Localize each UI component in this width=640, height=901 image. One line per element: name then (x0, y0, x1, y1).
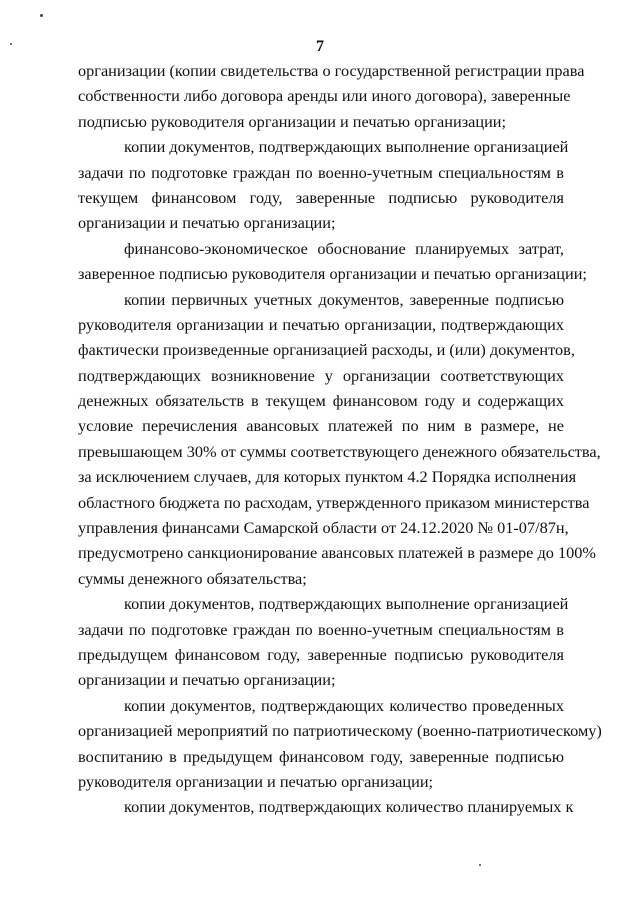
text-line: условие перечисления авансовых платежей по ним в размере, не (78, 416, 564, 436)
text-line: руководителя организации и печатью организации, подтверждающих (78, 314, 564, 334)
text-line: копии документов, подтверждающих количество планируемых к (124, 797, 574, 817)
text-line: фактически произведенные организацией расходы, и (или) документов, (78, 340, 575, 360)
paragraph (78, 591, 569, 693)
text-line: за исключением случаев, для которых пунктом 4.2 Порядка исполнения (78, 467, 577, 487)
text-line: управления финансами Самарской области от 24.12.2020 № 01-07/87н, (78, 518, 569, 538)
text-line: копии документов, подтверждающих количество проведенных (124, 695, 564, 715)
text-line: воспитанию в предыдущем финансовом году, заверенные подписью (78, 746, 564, 766)
text-line: копии документов, подтверждающих выполнение организацией (124, 594, 569, 614)
text-line: руководителя организации и печатью организации; (78, 771, 434, 791)
text-line: заверенное подписью руководителя организации и печатью организации; (78, 264, 587, 284)
text-line: превышающем 30% от суммы соответствующего денежного обязательства, (78, 441, 601, 461)
text-line: организации и печатью организации; (78, 213, 336, 233)
text-line: организации и печатью организации; (78, 670, 336, 690)
page-number: 7 (316, 38, 324, 55)
scan-speck (40, 14, 43, 17)
text-line: копии документов, подтверждающих выполнение организацией (124, 137, 569, 157)
text-line: задачи по подготовке граждан по военно-учетным специальностям в (78, 162, 564, 182)
text-line: финансово-экономическое обоснование планируемых затрат, (124, 238, 564, 258)
paragraph (78, 794, 574, 819)
scan-speck (10, 43, 12, 45)
text-line: организации (копии свидетельства о государственной регистрации права (78, 61, 585, 80)
text-line: копии первичных учетных документов, заверенные подписью (124, 289, 564, 309)
text-line: суммы денежного обязательства; (78, 568, 307, 588)
text-line: текущем финансовом году, заверенные подписью руководителя (78, 187, 564, 207)
paragraph (78, 236, 587, 287)
text-line: собственности либо договора аренды или иного договора), заверенные (78, 86, 571, 106)
text-line: предусмотрено санкционирование авансовых платежей в размере до 100% (78, 543, 596, 563)
text-line: задачи по подготовке граждан по военно-учетным специальностям в (78, 619, 564, 639)
text-line: денежных обязательств в текущем финансовом году и содержащих (78, 391, 564, 411)
paragraph (78, 693, 602, 795)
text-line: подтверждающих возникновение у организации соответствующих (78, 365, 564, 385)
text-line: областного бюджета по расходам, утвержденного приказом министерства (78, 492, 590, 512)
paragraph (78, 134, 569, 236)
text-line: подписью руководителя организации и печатью организации; (78, 111, 507, 131)
document-body (78, 58, 602, 820)
text-line: организацией мероприятий по патриотическому (военно-патриотическому) (78, 721, 602, 741)
paragraph (78, 287, 601, 592)
text-line: предыдущем финансовом году, заверенные подписью руководителя (78, 644, 564, 664)
scan-speck (479, 864, 481, 866)
paragraph (78, 58, 585, 134)
